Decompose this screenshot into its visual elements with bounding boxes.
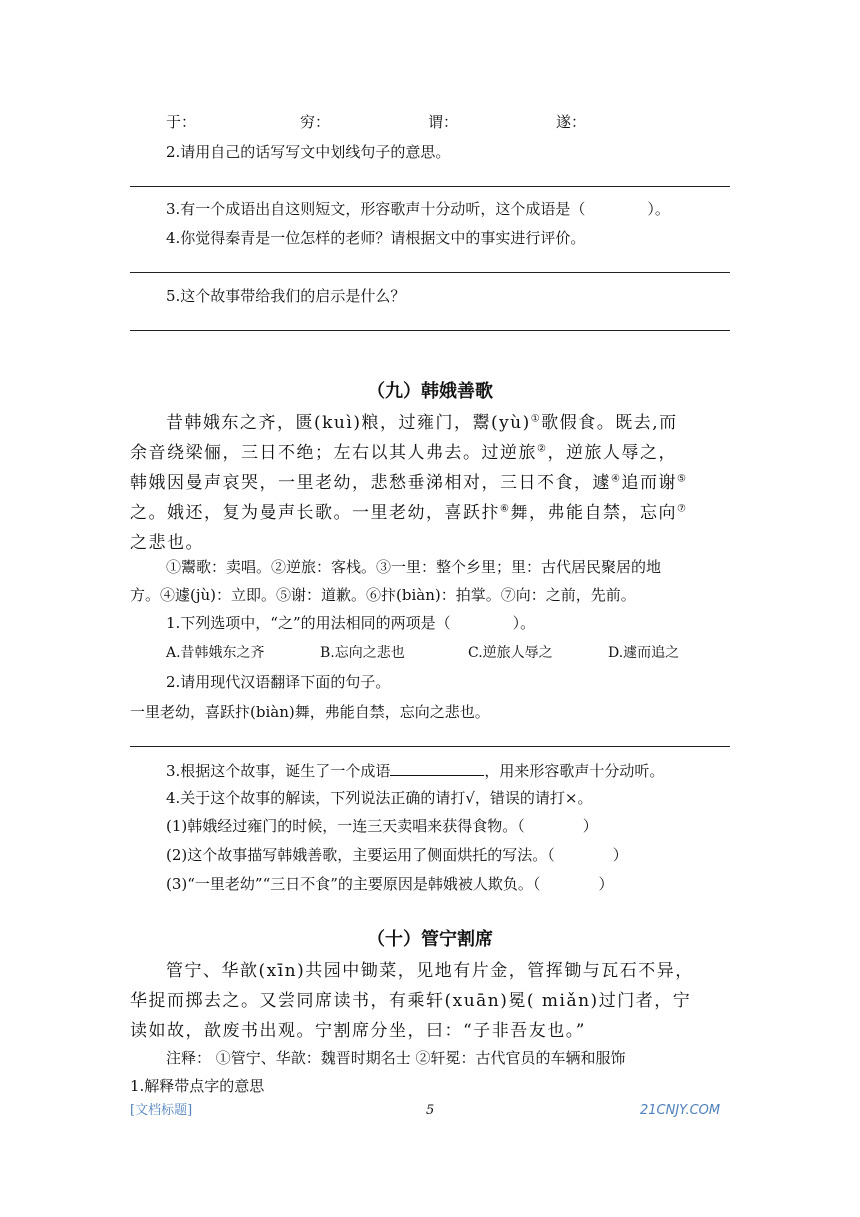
answer-line: [130, 746, 730, 747]
judgement-2: (2)这个故事描写韩娥善歌，主要运用了侧面烘托的写法。（ ）: [166, 846, 628, 864]
site-link[interactable]: 21CNJY.COM: [640, 1103, 721, 1118]
word-qiong: 穷：: [300, 113, 331, 131]
passage-line: 韩娥因曼声哀哭，一里老幼，悲愁垂涕相对，三日不食，遽④追而谢⑤: [130, 473, 688, 493]
passage-line: 之悲也。: [130, 533, 204, 553]
judgement-1: (1)韩娥经过雍门的时候，一连三天卖唱来获得食物。（ ）: [166, 817, 598, 835]
passage-line: 读如故，歆废书出观。宁割席分坐，曰：“子非吾友也。”: [130, 1021, 586, 1041]
section-9-question-1: 1.下列选项中，“之”的用法相同的两项是（ ）。: [166, 614, 536, 632]
passage-line: 华捉而掷去之。又尝同席读书，有乘轩(xuān)冕( miǎn)过门者，宁: [130, 991, 692, 1011]
section-10-question-1: 1.解释带点字的意思: [130, 1077, 265, 1095]
translate-sentence: 一里老幼，喜跃抃(biàn)舞，弗能自禁，忘向之悲也。: [130, 703, 490, 721]
question-4: 4.你觉得秦青是一位怎样的老师？请根据文中的事实进行评价。: [166, 229, 586, 247]
passage-line: 之。娥还，复为曼声长歌。一里老幼，喜跃抃⑥舞，弗能自禁，忘向⑦: [130, 503, 688, 523]
annotation-line: 方。④遽(jù)：立即。⑤谢：道歉。⑥抃(biàn)：拍掌。⑦向：之前，先前。: [130, 586, 636, 604]
option-b: B.忘向之悲也: [320, 645, 405, 661]
annotation-line: ①鬻歌：卖唱。②逆旅：客栈。③一里：整个乡里；里：古代居民聚居的地: [166, 558, 662, 576]
answer-line: [130, 330, 730, 331]
idiom-blank[interactable]: [390, 759, 484, 776]
annotation-line: 注释： ①管宁、华歆：魏晋时期名士 ②轩冕：古代官员的车辆和服饰: [166, 1049, 626, 1067]
section-9-title: （九）韩娥善歌: [367, 381, 493, 402]
question-3: 3.有一个成语出自这则短文，形容歌声十分动听，这个成语是（ ）。: [166, 200, 670, 218]
question-5: 5.这个故事带给我们的启示是什么？: [166, 287, 406, 305]
word-sui: 遂：: [556, 113, 587, 131]
answer-line: [130, 186, 730, 187]
judgement-3: (3)“一里老幼”“三日不食”的主要原因是韩娥被人欺负。（ ）: [166, 875, 614, 893]
passage-line: 余音绕梁俪，三日不绝；左右以其人弗去。过逆旅②，逆旅人辱之，: [130, 443, 677, 463]
section-9-question-2: 2.请用现代汉语翻译下面的句子。: [166, 673, 391, 691]
word-wei: 谓：: [428, 113, 459, 131]
answer-line: [130, 272, 730, 273]
option-a: A.昔韩娥东之齐: [166, 645, 265, 661]
word-yu: 于：: [166, 113, 197, 131]
passage-line: 管宁、华歆(xīn)共园中锄菜，见地有片金，管挥锄与瓦石不异，: [166, 961, 694, 981]
option-c: C.逆旅人辱之: [468, 645, 553, 661]
document-title-placeholder: [文档标题]: [130, 1103, 193, 1118]
section-9-question-4: 4.关于这个故事的解读，下列说法正确的请打√，错误的请打×。: [166, 789, 593, 807]
question-2: 2.请用自己的话写写文中划线句子的意思。: [166, 143, 451, 161]
option-d: D.遽而追之: [608, 645, 680, 661]
section-10-title: （十）管宁割席: [367, 929, 493, 950]
passage-line: 昔韩娥东之齐，匮(kuì)粮，过雍门，鬻(yù)①歌假食。既去,而: [166, 413, 678, 433]
page-number: 5: [426, 1103, 435, 1118]
section-9-question-3: 3.根据这个故事，诞生了一个成语 ，用来形容歌声十分动听。: [166, 759, 664, 781]
